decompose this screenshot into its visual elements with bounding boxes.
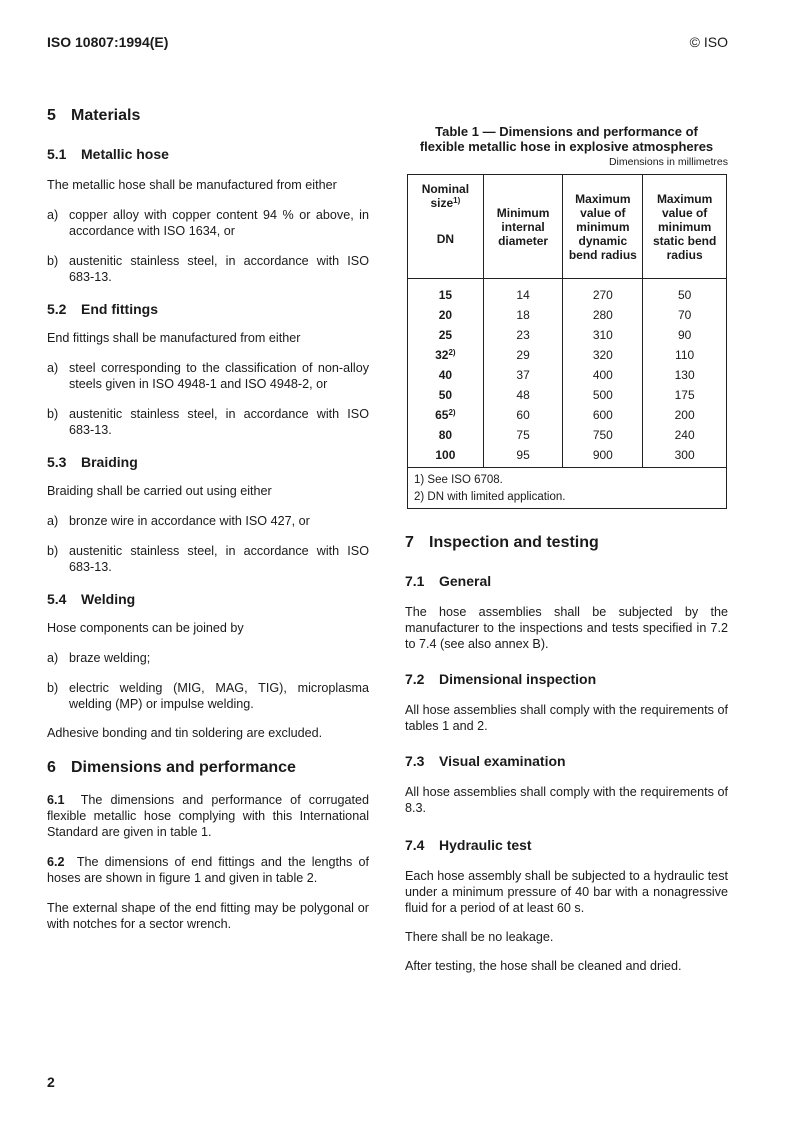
section-5-1-intro: The metallic hose shall be manufactured from either: [47, 178, 337, 192]
table-row: [408, 405, 727, 425]
cell-dn: 20: [408, 305, 484, 325]
list-item: a) braze welding;: [47, 651, 151, 665]
section-6-heading: 6 Dimensions and performance: [47, 759, 296, 776]
cell-dn: 40: [408, 365, 484, 385]
cell-min-diameter: 60: [483, 405, 563, 425]
section-7-1-text: The hose assemblies shall be subjected by the manufacturer to the inspections and tests specified in 7.2 to 7.4 (see also annex B).: [405, 605, 728, 651]
cell-min-diameter: 18: [483, 305, 563, 325]
cell-static-radius: 90: [643, 325, 727, 345]
section-7-4-text: Each hose assembly shall be subjected to a hydraulic test under a minimum pressure of 40 bar with a nonagressive fluid for a period of at least 60 s.: [405, 869, 728, 915]
copyright-mark: © ISO: [689, 34, 728, 50]
list-item: b) electric welding (MIG, MAG, TIG), microplasma welding (MP) or impulse welding.: [47, 681, 369, 711]
cell-static-radius: 130: [643, 365, 727, 385]
list-item: a) steel corresponding to the classification of non-alloy steels given in ISO 4948-1 and ISO 4948-2, or: [47, 361, 369, 391]
list-item: b) austenitic stainless steel, in accordance with ISO 683-13.: [47, 407, 369, 437]
section-7-3-heading: 7.3 Visual examination: [405, 753, 566, 769]
footnote-1: 1) See ISO 6708.: [414, 474, 503, 486]
section-7-4-leakage: There shall be no leakage.: [405, 930, 554, 944]
section-5-2-intro: End fittings shall be manufactured from either: [47, 331, 301, 345]
table-header-row: [408, 175, 727, 279]
section-5-3-intro: Braiding shall be carried out using either: [47, 484, 272, 498]
paragraph-6-1: 6.1 The dimensions and performance of corrugated flexible metallic hose complying with this International Standard are given in table 1.: [47, 793, 369, 839]
header-nominal-size: Nominal size$^{1)}$ DN: [408, 175, 484, 279]
cell-dn: 100: [408, 445, 484, 468]
right-column: [405, 533, 728, 974]
cell-dynamic-radius: 600: [563, 405, 643, 425]
cell-static-radius: 300: [643, 445, 727, 468]
cell-min-diameter: 95: [483, 445, 563, 468]
section-7-4-cleaning: After testing, the hose shall be cleaned and dried.: [405, 959, 682, 973]
cell-static-radius: 200: [643, 405, 727, 425]
cell-dn: 32$^{2)}$: [408, 345, 484, 365]
header-static-bend-radius: Maximum value of minimum static bend radius: [643, 175, 727, 279]
table-row: [408, 425, 727, 445]
table-1-title: Table 1 — Dimensions and performance of flexible metallic hose in explosive atmospheres: [419, 124, 714, 154]
table-row: [408, 365, 727, 385]
table-1: [407, 174, 727, 509]
cell-static-radius: 50: [643, 279, 727, 306]
cell-dynamic-radius: 280: [563, 305, 643, 325]
section-7-3-text: All hose assemblies shall comply with the requirements of 8.3.: [405, 785, 728, 815]
page-number: 2: [47, 1074, 55, 1090]
cell-dynamic-radius: 270: [563, 279, 643, 306]
cell-dn: 50: [408, 385, 484, 405]
header-dynamic-bend-radius: Maximum value of minimum dynamic bend radius: [563, 175, 643, 279]
cell-dynamic-radius: 750: [563, 425, 643, 445]
cell-dn: 80: [408, 425, 484, 445]
list-item: a) copper alloy with copper content 94 % or above, in accordance with ISO 1634, or: [47, 208, 369, 238]
section-5-4-heading: 5.4 Welding: [47, 591, 136, 607]
table-row: [408, 345, 727, 365]
cell-dynamic-radius: 500: [563, 385, 643, 405]
cell-min-diameter: 23: [483, 325, 563, 345]
section-5-3-heading: 5.3 Braiding: [47, 454, 138, 470]
cell-dn: 15: [408, 279, 484, 306]
list-item: a) bronze wire in accordance with ISO 427, or: [47, 514, 310, 528]
section-7-2-text: All hose assemblies shall comply with the requirements of tables 1 and 2.: [405, 703, 728, 733]
cell-dynamic-radius: 320: [563, 345, 643, 365]
cell-dynamic-radius: 400: [563, 365, 643, 385]
cell-dn: 25: [408, 325, 484, 345]
table-row: [408, 445, 727, 468]
table-1-units: Dimensions in millimetres: [608, 156, 728, 168]
section-5-heading: 5 Materials: [47, 107, 141, 124]
cell-dn: 65$^{2)}$: [408, 405, 484, 425]
section-7-2-heading: 7.2 Dimensional inspection: [405, 671, 597, 687]
paragraph-6-2: 6.2 The dimensions of end fittings and the lengths of hoses are shown in figure 1 and given in table 2.: [47, 855, 369, 885]
section-5-4-outro: Adhesive bonding and tin soldering are excluded.: [47, 726, 323, 740]
table-row: [408, 325, 727, 345]
cell-static-radius: 110: [643, 345, 727, 365]
cell-static-radius: 240: [643, 425, 727, 445]
table-row: [408, 385, 727, 405]
section-7-4-heading: 7.4 Hydraulic test: [405, 837, 532, 853]
header-min-internal-diameter: Minimum internal diameter: [483, 175, 563, 279]
section-7-1-heading: 7.1 General: [405, 573, 492, 589]
table-row: [408, 305, 727, 325]
section-5-1-heading: 5.1 Metallic hose: [47, 146, 169, 162]
section-5-4-intro: Hose components can be joined by: [47, 621, 244, 635]
section-5-2-heading: 5.2 End fittings: [47, 301, 158, 317]
cell-min-diameter: 48: [483, 385, 563, 405]
footnote-2: 2) DN with limited application.: [414, 491, 566, 503]
cell-dynamic-radius: 310: [563, 325, 643, 345]
cell-static-radius: 175: [643, 385, 727, 405]
document-id: ISO 10807:1994(E): [47, 34, 169, 50]
list-item: b) austenitic stainless steel, in accordance with ISO 683-13.: [47, 254, 369, 284]
left-column: [47, 106, 369, 932]
paragraph-6-3: The external shape of the end fitting may be polygonal or with notches for a sector wrench.: [47, 901, 369, 931]
cell-min-diameter: 14: [483, 279, 563, 306]
cell-dynamic-radius: 900: [563, 445, 643, 468]
cell-min-diameter: 37: [483, 365, 563, 385]
cell-static-radius: 70: [643, 305, 727, 325]
cell-min-diameter: 75: [483, 425, 563, 445]
cell-min-diameter: 29: [483, 345, 563, 365]
table-footnotes: [408, 468, 727, 509]
table-row: [408, 279, 727, 306]
section-7-heading: 7 Inspection and testing: [405, 534, 599, 551]
list-item: b) austenitic stainless steel, in accordance with ISO 683-13.: [47, 544, 369, 574]
